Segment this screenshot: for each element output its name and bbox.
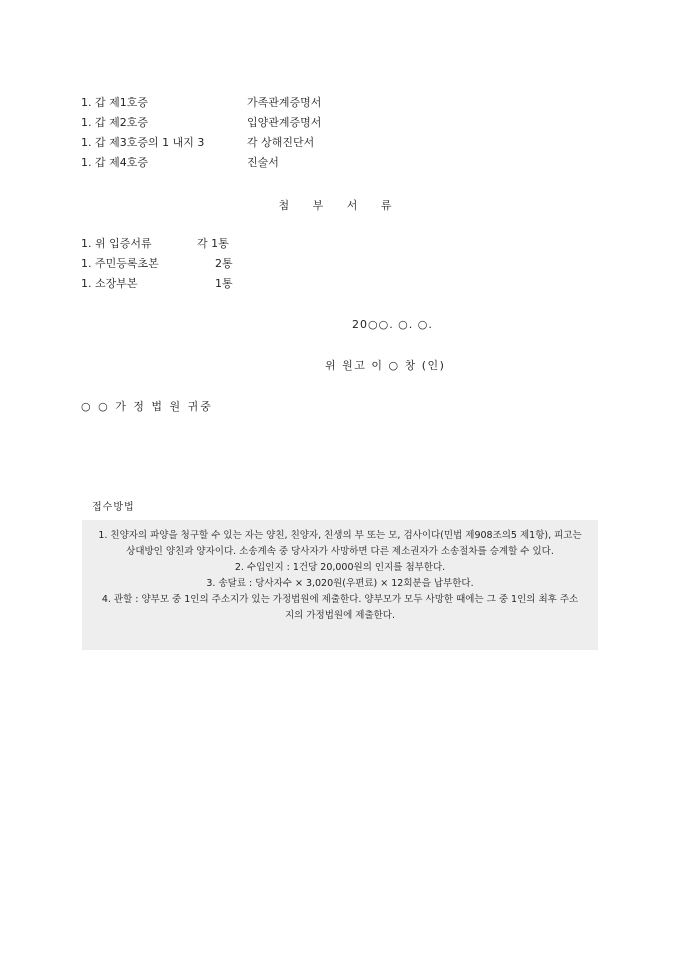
- filing-method-title: 접수방법: [92, 502, 135, 513]
- attachment-qty: 2통: [215, 257, 233, 270]
- evidence-title: 각 상해진단서: [247, 136, 315, 149]
- evidence-number: 1. 갑 제2호증: [81, 116, 148, 129]
- plaintiff-signature: 위 원고 이 ○ 창 (인): [325, 359, 446, 372]
- evidence-title: 진술서: [247, 156, 279, 169]
- evidence-number: 1. 갑 제3호증의 1 내지 3: [81, 136, 205, 149]
- evidence-item: [81, 156, 501, 176]
- attachment-item: [81, 277, 381, 297]
- evidence-item: [81, 96, 501, 116]
- attachment-name: 1. 소장부본: [81, 277, 138, 290]
- attachment-item: [81, 237, 381, 257]
- evidence-item: [81, 136, 501, 156]
- filing-method-box: [82, 520, 598, 650]
- evidence-number: 1. 갑 제4호증: [81, 156, 148, 169]
- filing-note: 1. 친양자의 파양을 청구할 수 있는 자는 양친, 친양자, 친생의 부 또는 모, 검사이다(민법 제908조의5 제1항), 피고는 상대방인 양친과 양자이다. 소송계속 중 당사자가 사망하면 다른 제소권자가 소송절차를 승계할 수 있다.: [98, 530, 582, 557]
- attachment-qty: 1통: [215, 277, 233, 290]
- attachment-item: [81, 257, 381, 277]
- filing-note: 3. 송달료 : 당사자수 × 3,020원(우편료) × 12회분을 납부한다.: [206, 578, 474, 589]
- evidence-title: 가족관계증명서: [247, 96, 322, 109]
- filing-note: 2. 수입인지 : 1건당 20,000원의 인지를 첨부한다.: [234, 562, 446, 573]
- evidence-item: [81, 116, 501, 136]
- court-addressee: ○ ○ 가 정 법 원 귀중: [81, 400, 213, 413]
- attachments-list: [81, 237, 381, 297]
- attachment-name: 1. 주민등록초본: [81, 257, 159, 270]
- attachment-name: 1. 위 입증서류: [81, 237, 152, 250]
- evidence-list: [81, 96, 501, 176]
- evidence-number: 1. 갑 제1호증: [81, 96, 148, 109]
- filing-date: 20○○. ○. ○.: [352, 318, 433, 331]
- filing-note: 4. 관할 : 양부모 중 1인의 주소지가 있는 가정법원에 제출한다. 양부모가 모두 사망한 때에는 그 중 1인의 최후 주소지의 가정법원에 제출한다.: [101, 594, 579, 621]
- attachment-qty: 각 1통: [197, 237, 229, 250]
- attachments-heading: 첨 부 서 류: [278, 199, 402, 212]
- evidence-title: 입양관계증명서: [247, 116, 322, 129]
